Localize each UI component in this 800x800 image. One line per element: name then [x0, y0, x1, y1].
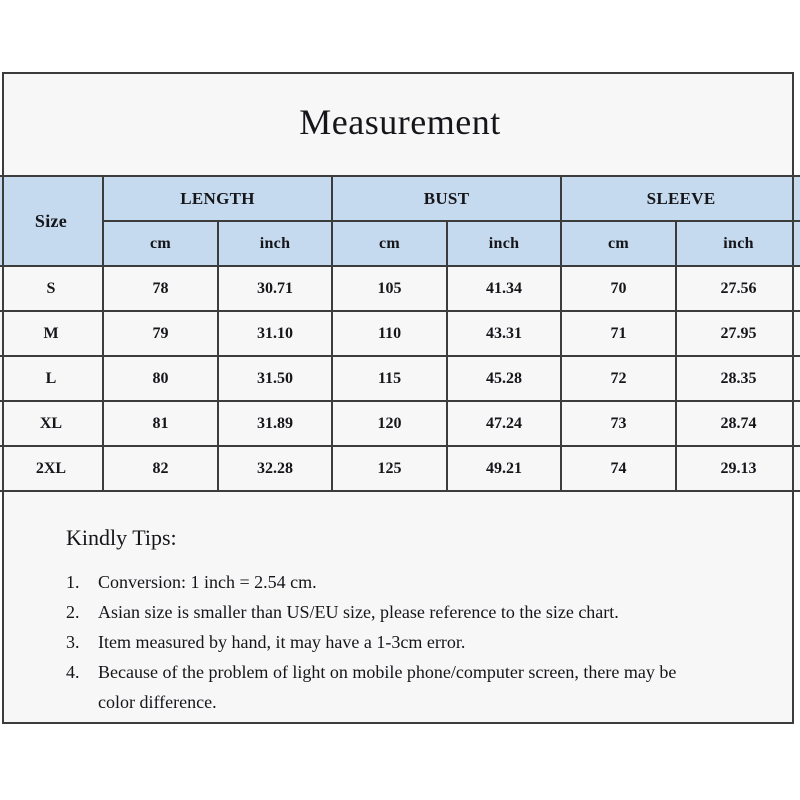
- cell-sleeve-cm: 73: [561, 401, 676, 446]
- tip-item-2: [66, 597, 730, 627]
- cell-length-inch: 31.50: [218, 356, 332, 401]
- size-label: 2XL: [0, 446, 103, 491]
- table-group-header-row: [0, 176, 800, 221]
- tip-number: 1.: [66, 572, 80, 592]
- cell-bust-cm: 115: [332, 356, 447, 401]
- measurement-table: [0, 175, 800, 492]
- col-header-sleeve-inch: inch: [676, 221, 800, 266]
- table-row-s: [0, 266, 800, 311]
- tip-number: 2.: [66, 602, 80, 622]
- tip-item-1: [66, 567, 730, 597]
- table-row-2xl: [0, 446, 800, 491]
- cell-length-inch: 30.71: [218, 266, 332, 311]
- size-label: M: [0, 311, 103, 356]
- cell-bust-cm: 105: [332, 266, 447, 311]
- cell-bust-cm: 110: [332, 311, 447, 356]
- table-row-l: [0, 356, 800, 401]
- col-group-bust: BUST: [332, 176, 561, 221]
- col-header-sleeve-cm: cm: [561, 221, 676, 266]
- cell-bust-inch: 47.24: [447, 401, 561, 446]
- size-label: S: [0, 266, 103, 311]
- cell-sleeve-inch: 28.35: [676, 356, 800, 401]
- cell-sleeve-inch: 27.56: [676, 266, 800, 311]
- cell-length-inch: 31.10: [218, 311, 332, 356]
- cell-length-inch: 32.28: [218, 446, 332, 491]
- cell-length-cm: 81: [103, 401, 218, 446]
- table-row-m: [0, 311, 800, 356]
- cell-sleeve-inch: 29.13: [676, 446, 800, 491]
- cell-length-cm: 82: [103, 446, 218, 491]
- cell-sleeve-inch: 27.95: [676, 311, 800, 356]
- col-group-length: LENGTH: [103, 176, 332, 221]
- page-title: Measurement: [299, 102, 501, 142]
- cell-length-inch: 31.89: [218, 401, 332, 446]
- tip-text: Conversion: 1 inch = 2.54 cm.: [98, 572, 317, 592]
- tip-text: Asian size is smaller than US/EU size, please reference to the size chart.: [98, 602, 619, 622]
- col-header-length-inch: inch: [218, 221, 332, 266]
- size-label: L: [0, 356, 103, 401]
- cell-length-cm: 79: [103, 311, 218, 356]
- size-label: XL: [0, 401, 103, 446]
- col-header-bust-inch: inch: [447, 221, 561, 266]
- tip-item-4: [66, 657, 730, 717]
- cell-bust-inch: 49.21: [447, 446, 561, 491]
- cell-bust-inch: 41.34: [447, 266, 561, 311]
- tip-text: Item measured by hand, it may have a 1-3cm error.: [98, 632, 466, 652]
- tip-number: 3.: [66, 632, 80, 652]
- cell-sleeve-cm: 71: [561, 311, 676, 356]
- kindly-tips-section: [66, 525, 730, 717]
- cell-length-cm: 78: [103, 266, 218, 311]
- col-header-size: Size: [0, 176, 103, 266]
- cell-sleeve-cm: 74: [561, 446, 676, 491]
- cell-bust-cm: 125: [332, 446, 447, 491]
- tip-item-3: [66, 627, 730, 657]
- cell-length-cm: 80: [103, 356, 218, 401]
- cell-bust-cm: 120: [332, 401, 447, 446]
- cell-sleeve-cm: 72: [561, 356, 676, 401]
- col-header-length-cm: cm: [103, 221, 218, 266]
- table-unit-header-row: [0, 221, 800, 266]
- table-row-xl: [0, 401, 800, 446]
- cell-sleeve-inch: 28.74: [676, 401, 800, 446]
- tip-text: Because of the problem of light on mobile phone/computer screen, there may be color difference.: [98, 662, 677, 712]
- cell-bust-inch: 43.31: [447, 311, 561, 356]
- tips-heading: Kindly Tips:: [66, 525, 177, 550]
- cell-bust-inch: 45.28: [447, 356, 561, 401]
- tip-number: 4.: [66, 662, 80, 682]
- col-group-sleeve: SLEEVE: [561, 176, 800, 221]
- col-header-bust-cm: cm: [332, 221, 447, 266]
- cell-sleeve-cm: 70: [561, 266, 676, 311]
